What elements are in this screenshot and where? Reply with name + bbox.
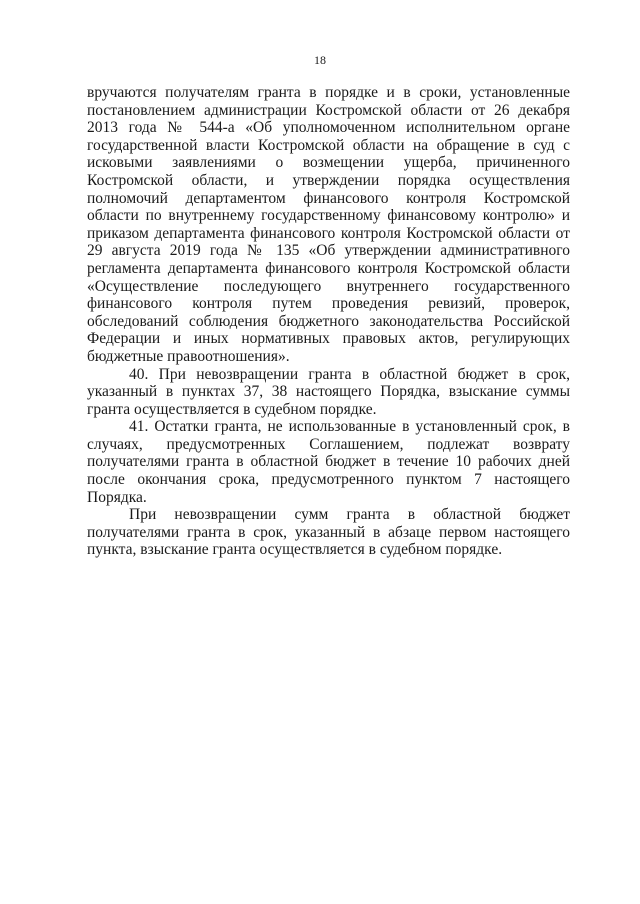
paragraph-item-40: 40. При невозвращении гранта в областной бюджет в срок, указанный в пунктах 37, 38 настоящего Порядка, взыскание суммы гранта осуществляется в судебном порядке. [87, 365, 570, 418]
paragraph-continuation: вручаются получателям гранта в порядке и в сроки, установленные постановлением администрации Костромской области от 26 декабря 2013 года № 544-а «Об уполномоченном исполнительном органе государственной власти Костромской области на обращение в суд с исковыми заявлениями о возмещении ущерба, причиненного Костромской области, и утверждении порядка осуществления полномочий департаментом финансового контроля Костромской области по внутреннему государственному финансовому контролю» и приказом департамента финансового контроля Костромской области от 29 августа 2019 года № 135 «Об утверждении административного регламента департамента финансового контроля Костромской области «Осуществление последующего внутреннего государственного финансового контроля путем проведения ревизий, проверок, обследований соблюдения бюджетного законодательства Российской Федерации и иных нормативных правовых актов, регулирующих бюджетные правоотношения». [87, 84, 570, 365]
paragraph-item-41-second: При невозвращении сумм гранта в областной бюджет получателями гранта в срок, указанный в абзаце первом настоящего пункта, взыскание гранта осуществляется в судебном порядке. [87, 506, 570, 559]
paragraph-item-41: 41. Остатки гранта, не использованные в установленный срок, в случаях, предусмотренных Соглашением, подлежат возврату получателями гранта в областной бюджет в течение 10 рабочих дней после окончания срока, предусмотренного пунктом 7 настоящего Порядка. [87, 418, 570, 506]
page-number: 18 [314, 53, 326, 67]
document-body [87, 84, 570, 559]
